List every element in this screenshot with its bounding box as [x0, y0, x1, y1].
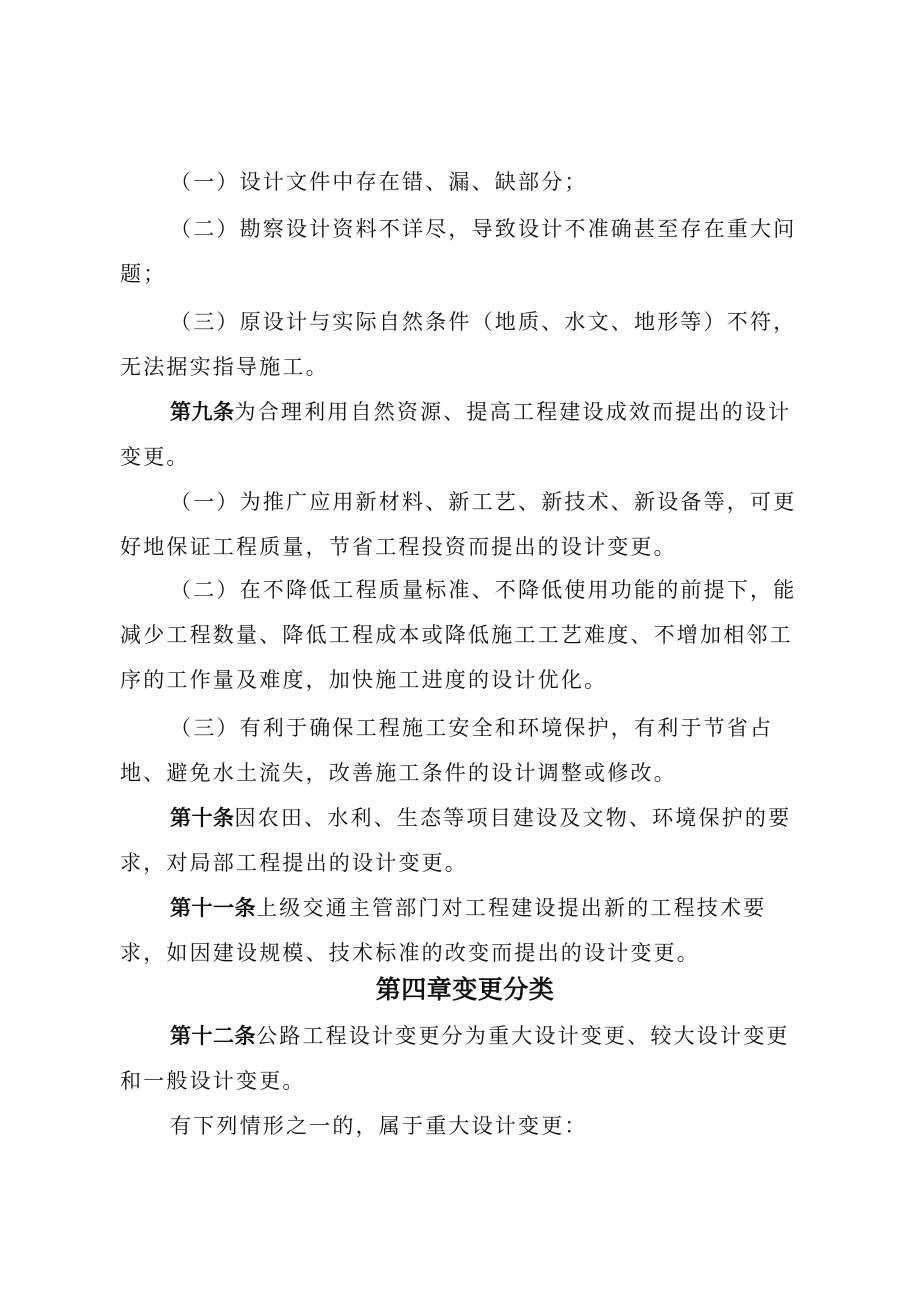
paragraph-text: （三）原设计与实际自然条件（地质、水文、地形等）不符，无法据实指导施工。 — [120, 310, 797, 379]
article-label: 第十条 — [170, 806, 235, 830]
paragraph-text: （二）在不降低工程质量标准、不降低使用功能的前提下，能减少工程数量、降低工程成本或降低施工工艺难度、不增加相邻工序的工作量及难度，加快施工进度的设计优化。 — [120, 578, 797, 692]
paragraph-item-5 — [120, 568, 810, 703]
paragraph-major-change-intro — [120, 1104, 810, 1149]
paragraph-item-6 — [120, 706, 810, 796]
paragraph-text: 因农田、水利、生态等项目建设及文物、环境保护的要求，对局部工程提出的设计变更。 — [120, 806, 792, 875]
paragraph-item-1 — [120, 160, 810, 205]
article-10 — [120, 796, 810, 886]
paragraph-text: 有下列情形之一的，属于重大设计变更： — [170, 1114, 588, 1138]
paragraph-item-4 — [120, 480, 810, 570]
paragraph-text: （二）勘察设计资料不详尽，导致设计不准确甚至存在重大问题； — [120, 217, 797, 286]
article-label: 第十一条 — [170, 896, 256, 920]
chapter-title: 第四章变更分类 — [375, 975, 555, 1004]
article-12 — [120, 1014, 810, 1104]
article-label: 第九条 — [170, 400, 235, 424]
article-11 — [120, 886, 810, 976]
paragraph-text: 公路工程设计变更分为重大设计变更、较大设计变更和一般设计变更。 — [120, 1024, 790, 1093]
paragraph-text: （一）设计文件中存在错、漏、缺部分； — [170, 170, 588, 194]
paragraph-text: 为合理利用自然资源、提高工程建设成效而提出的设计变更。 — [120, 400, 792, 469]
paragraph-text: 上级交通主管部门对工程建设提出新的工程技术要求，如因建设规模、技术标准的改变而提出的设计变更。 — [120, 896, 767, 965]
paragraph-text: （一）为推广应用新材料、新工艺、新技术、新设备等，可更好地保证工程质量，节省工程投资而提出的设计变更。 — [120, 490, 797, 559]
paragraph-item-3 — [120, 300, 810, 390]
article-label: 第十二条 — [170, 1024, 256, 1048]
paragraph-text: （三）有利于确保工程施工安全和环境保护，有利于节省占地、避免水土流失，改善施工条件的设计调整或修改。 — [120, 716, 774, 785]
article-9 — [120, 390, 810, 480]
paragraph-item-2 — [120, 207, 810, 297]
